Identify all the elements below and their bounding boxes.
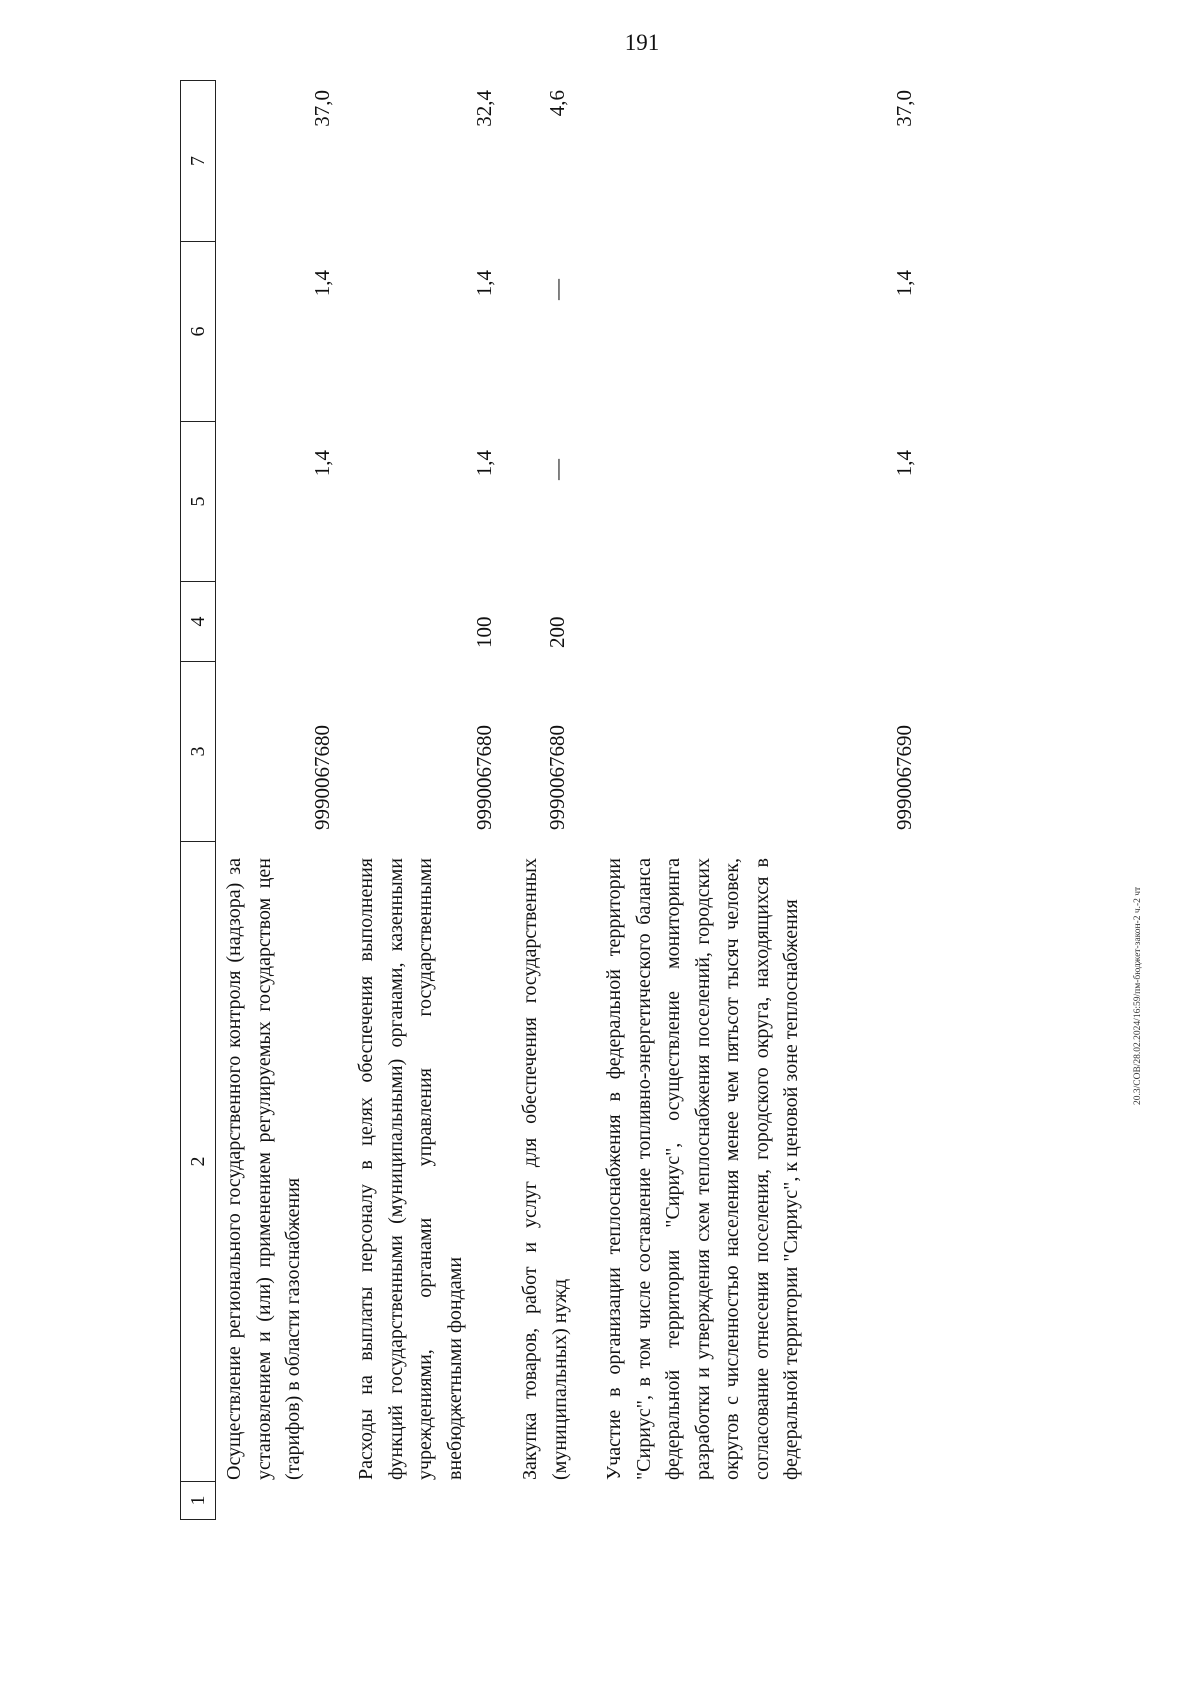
row-2-type: 100	[472, 616, 496, 648]
header-col-7: 7	[180, 80, 216, 242]
header-col-4: 4	[180, 582, 216, 662]
row-1-description: Осуществление регионального государственного контроля (надзора) за установлением и (или) применением регулируемых государством цен (тарифов) в области газоснабжения	[223, 858, 304, 1480]
row-3-code: 9990067680	[545, 725, 569, 830]
row-4-code: 9990067690	[892, 725, 916, 830]
header-col-5: 5	[180, 422, 216, 582]
row-4-description: Участие в организации теплоснабжения в федеральной территории "Сириус", в том числе составление топливно-энергетического баланса федеральной территории "Сириус", осуществление мониторинга разработки и утверждения схем теплоснабжения поселений, городских округов с численностью населения менее чем пятьсот тысяч человек, согласование отнесения поселения, городского округа, находящихся в федеральной территории "Сириус", к ценовой зоне теплоснабжения	[603, 858, 802, 1480]
document-code: 20.3/СОВ/28.02.2024/16:59/пм-бюджет-закон-2 ч.-2 чт	[1133, 886, 1143, 1105]
header-col-3: 3	[180, 662, 216, 842]
row-3-col6: —	[545, 279, 569, 300]
row-3-description: Закупка товаров, работ и услуг для обеспечения государственных (муниципальных) нужд	[519, 858, 571, 1480]
row-3-type: 200	[545, 616, 569, 648]
row-4-col5: 1,4	[892, 450, 916, 477]
row-1-col6: 1,4	[310, 270, 334, 297]
row-2-description: Расходы на выплаты персоналу в целях обеспечения выполнения функций государственными (муниципальными) органами, казенными учреждениями, органами управления государственными внебюджетными фондами	[355, 858, 466, 1480]
page-number: 191	[624, 30, 660, 55]
row-4-col6: 1,4	[892, 270, 916, 297]
row-2-col5: 1,4	[472, 450, 496, 477]
row-3-col5: —	[545, 459, 569, 480]
budget-table	[180, 80, 1000, 1520]
row-4-col7: 37,0	[892, 90, 916, 127]
row-2-col6: 1,4	[472, 270, 496, 297]
row-3-col7: 4,6	[545, 90, 569, 117]
header-col-6: 6	[180, 242, 216, 422]
row-1-col7: 37,0	[310, 90, 334, 127]
row-1-col5: 1,4	[310, 450, 334, 477]
row-1-code: 9990067680	[310, 725, 334, 830]
header-col-2: 2	[180, 842, 216, 1482]
row-2-code: 9990067680	[472, 725, 496, 830]
row-2-col7: 32,4	[472, 90, 496, 127]
header-col-1: 1	[180, 1482, 216, 1520]
